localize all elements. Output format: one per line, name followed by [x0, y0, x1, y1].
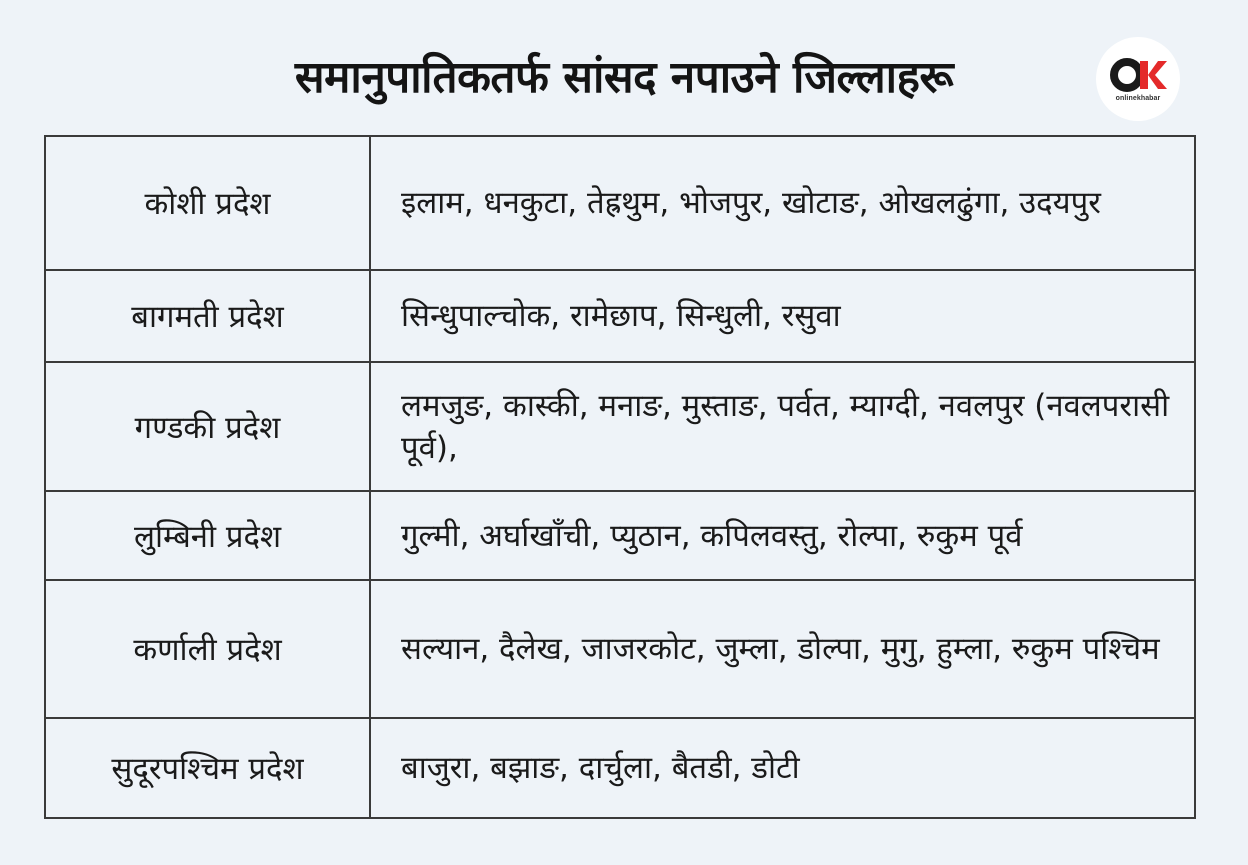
- province-cell: सुदूरपश्चिम प्रदेश: [45, 718, 370, 818]
- districts-table: [44, 135, 1196, 819]
- logo-wordmark: onlinekhabar: [1115, 95, 1161, 102]
- districts-cell: इलाम, धनकुटा, तेह्रथुम, भोजपुर, खोटाङ, ओखलढुंगा, उदयपुर: [370, 136, 1195, 270]
- table-row: [45, 580, 1195, 718]
- districts-cell: लमजुङ, कास्की, मनाङ, मुस्ताङ, पर्वत, म्याग्दी, नवलपुर (नवलपरासी पूर्व),: [370, 362, 1195, 491]
- province-cell: बागमती प्रदेश: [45, 270, 370, 362]
- districts-cell: गुल्मी, अर्घाखाँची, प्युठान, कपिलवस्तु, रोल्पा, रुकुम पूर्व: [370, 491, 1195, 580]
- page-title: समानुपातिकतर्फ सांसद नपाउने जिल्लाहरू: [294, 52, 954, 103]
- ok-logo-icon: [1096, 37, 1180, 121]
- table-row: [45, 362, 1195, 491]
- districts-cell: सिन्धुपाल्चोक, रामेछाप, सिन्धुली, रसुवा: [370, 270, 1195, 362]
- table-row: [45, 136, 1195, 270]
- districts-cell: बाजुरा, बझाङ, दार्चुला, बैतडी, डोटी: [370, 718, 1195, 818]
- table-row: [45, 718, 1195, 818]
- province-cell: कोशी प्रदेश: [45, 136, 370, 270]
- province-cell: लुम्बिनी प्रदेश: [45, 491, 370, 580]
- table-row: [45, 491, 1195, 580]
- onlinekhabar-logo[interactable]: [1096, 37, 1180, 121]
- table-row: [45, 270, 1195, 362]
- districts-cell: सल्यान, दैलेख, जाजरकोट, जुम्ला, डोल्पा, मुगु, हुम्ला, रुकुम पश्चिम: [370, 580, 1195, 718]
- province-cell: कर्णाली प्रदेश: [45, 580, 370, 718]
- province-cell: गण्डकी प्रदेश: [45, 362, 370, 491]
